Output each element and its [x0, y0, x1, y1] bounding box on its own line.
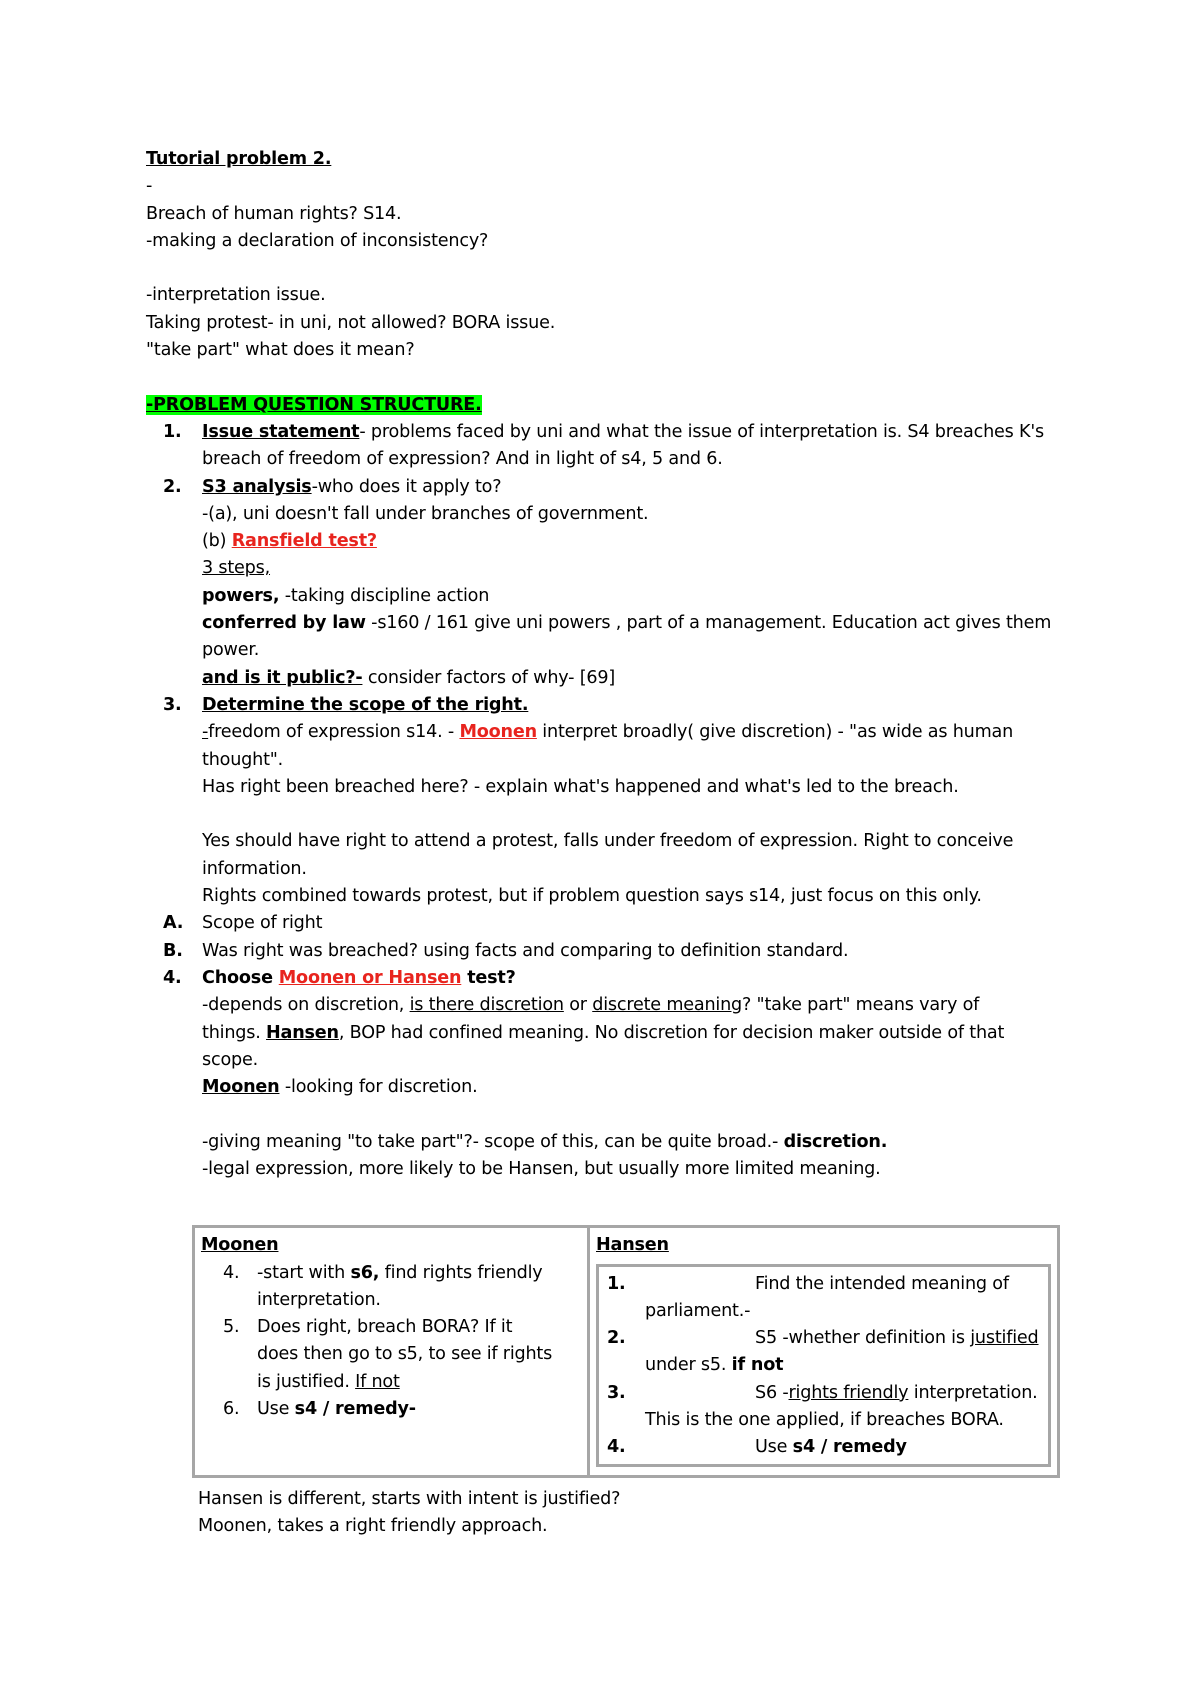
- list-number: 4.: [163, 967, 182, 988]
- blank-line: [202, 1101, 1066, 1128]
- item-text: or: [563, 995, 593, 1016]
- document-page: [146, 146, 1066, 1540]
- item-text: -(a), uni doesn't fall under branches of government.: [202, 503, 649, 524]
- moonen-step: [201, 1314, 581, 1396]
- step-number: 6.: [223, 1399, 240, 1420]
- case-moonen-or-hansen: Moonen or Hansen: [278, 967, 462, 988]
- item-text: information.: [202, 858, 307, 879]
- intro-line: "take part" what does it mean?: [146, 340, 415, 361]
- item-label: Choose: [202, 967, 279, 988]
- comparison-table-wrap: [192, 1225, 1060, 1477]
- hansen-step: [605, 1434, 1042, 1461]
- list-item-s3-analysis: [146, 474, 1066, 692]
- step-text: If not: [355, 1371, 400, 1392]
- blank-line: [146, 255, 1066, 282]
- item-label: test?: [461, 967, 516, 988]
- item-text: Was right was breached? using facts and comparing to definition standard.: [202, 940, 849, 961]
- item-text: consider factors of why- [69]: [362, 667, 616, 688]
- item-text: scope.: [202, 1049, 258, 1070]
- item-text: power.: [202, 640, 260, 661]
- step-text: S6 -: [755, 1382, 789, 1403]
- step-number: 5.: [223, 1317, 240, 1338]
- item-text: -who does it apply to?: [311, 476, 502, 497]
- case-moonen: Moonen: [202, 1077, 280, 1098]
- case-moonen: Moonen: [459, 722, 537, 743]
- list-item-a: [146, 910, 1066, 937]
- step-text: Does right, breach BORA? If it: [257, 1317, 513, 1338]
- item-text: 3 steps,: [202, 558, 271, 579]
- closing-line: Moonen, takes a right friendly approach.: [198, 1515, 548, 1536]
- item-text: is there discretion: [409, 995, 564, 1016]
- step-text: is justified.: [257, 1371, 356, 1392]
- moonen-heading: Moonen: [201, 1235, 279, 1256]
- step-text: parliament.-: [645, 1300, 751, 1321]
- item-text: -depends on discretion,: [202, 995, 410, 1016]
- intro-line: Taking protest- in uni, not allowed? BORA issue.: [146, 312, 556, 333]
- step-text: Find the intended meaning of: [755, 1273, 1009, 1294]
- item-label: conferred by law: [202, 613, 366, 634]
- step-text: Use: [257, 1399, 295, 1420]
- hansen-inner-box: [596, 1264, 1051, 1467]
- step-text: Use: [755, 1437, 793, 1458]
- blank-line: [202, 801, 1066, 828]
- list-item-choose-test: [146, 965, 1066, 1183]
- step-text: -start with: [257, 1262, 351, 1283]
- list-item-issue-statement: [146, 419, 1066, 474]
- item-text: things.: [202, 1022, 267, 1043]
- step-text: S5 -whether definition is: [755, 1328, 971, 1349]
- step-text: does then go to s5, to see if rights: [257, 1344, 553, 1365]
- moonen-step: [201, 1396, 581, 1423]
- intro-line: -interpretation issue.: [146, 285, 326, 306]
- hansen-step: [605, 1325, 1042, 1380]
- list-item-scope-of-right: [146, 692, 1066, 910]
- step-text: s4 / remedy: [792, 1437, 907, 1458]
- item-label: powers,: [202, 585, 280, 606]
- blank-line: [146, 364, 1066, 391]
- item-label: S3 analysis: [202, 476, 312, 497]
- step-text: under s5.: [645, 1355, 732, 1376]
- list-number: 2.: [163, 476, 182, 497]
- list-letter: B.: [163, 940, 183, 961]
- item-text: -legal expression, more likely to be Hansen, but usually more limited meaning.: [202, 1158, 881, 1179]
- intro-line: -: [146, 176, 153, 197]
- list-item-b: [146, 938, 1066, 965]
- step-text: find rights friendly: [379, 1262, 543, 1283]
- hansen-heading: Hansen: [596, 1235, 669, 1256]
- step-number: 4.: [223, 1262, 240, 1283]
- step-text: interpretation.: [908, 1382, 1038, 1403]
- step-text: s4 / remedy-: [294, 1399, 416, 1420]
- moonen-cell: [195, 1228, 590, 1474]
- item-text: thought".: [202, 749, 284, 770]
- moonen-step: [201, 1260, 581, 1315]
- closing-line: Hansen is different, starts with intent is justified?: [198, 1488, 621, 1509]
- intro-line: -making a declaration of inconsistency?: [146, 230, 489, 251]
- item-text: Rights combined towards protest, but if problem question says s14, just focus on this only.: [202, 886, 982, 907]
- intro-line: Breach of human rights? S14.: [146, 203, 402, 224]
- step-number: 3.: [607, 1382, 626, 1403]
- step-number: 1.: [607, 1273, 626, 1294]
- item-label: and is it public?-: [202, 667, 363, 688]
- step-number: 2.: [607, 1328, 626, 1349]
- case-hansen: Hansen: [266, 1022, 339, 1043]
- list-number: 1.: [163, 421, 182, 442]
- step-text: This is the one applied, if breaches BORA.: [645, 1410, 1004, 1431]
- step-text: justified: [970, 1328, 1039, 1349]
- step-text: if not: [731, 1355, 784, 1376]
- case-ransfield: Ransfield test?: [231, 531, 377, 552]
- structure-heading: -PROBLEM QUESTION STRUCTURE.: [146, 394, 482, 415]
- step-text: interpretation.: [257, 1289, 381, 1310]
- item-label: Determine the scope of the right.: [202, 694, 529, 715]
- item-text: Scope of right: [202, 913, 323, 934]
- item-text: (b): [202, 531, 232, 552]
- comparison-table: [192, 1225, 1060, 1477]
- list-letter: A.: [163, 913, 184, 934]
- hansen-cell: [590, 1228, 1057, 1474]
- step-number: 4.: [607, 1437, 626, 1458]
- item-text: , BOP had confined meaning. No discretion for decision maker outside of that: [338, 1022, 1005, 1043]
- item-text: discretion.: [783, 1131, 888, 1152]
- hansen-step: [605, 1380, 1042, 1435]
- item-text: -looking for discretion.: [279, 1077, 478, 1098]
- doc-title: Tutorial problem 2.: [146, 149, 332, 169]
- step-text: s6,: [350, 1262, 380, 1283]
- item-text: Has right been breached here? - explain what's happened and what's led to the breach.: [202, 776, 959, 797]
- step-text: rights friendly: [788, 1382, 909, 1403]
- item-text: -giving meaning "to take part"?- scope of this, can be quite broad.-: [202, 1131, 784, 1152]
- item-text: -s160 / 161 give uni powers , part of a management. Education act gives them: [365, 613, 1052, 634]
- item-text: breach of freedom of expression? And in light of s4, 5 and 6.: [202, 449, 723, 470]
- item-text: interpret broadly( give discretion) - "as wide as human: [536, 722, 1014, 743]
- item-text: discrete meaning: [592, 995, 743, 1016]
- item-text: -: [202, 722, 209, 743]
- item-text: -taking discipline action: [279, 585, 490, 606]
- item-text: Yes should have right to attend a protest, falls under freedom of expression. Right to conceive: [202, 831, 1014, 852]
- list-number: 3.: [163, 694, 182, 715]
- item-label: Issue statement: [202, 421, 360, 442]
- item-text: - problems faced by uni and what the issue of interpretation is. S4 breaches K's: [359, 421, 1044, 442]
- item-text: freedom of expression s14. -: [208, 722, 460, 743]
- hansen-step: [605, 1271, 1042, 1326]
- item-text: ? "take part" means vary of: [742, 995, 980, 1016]
